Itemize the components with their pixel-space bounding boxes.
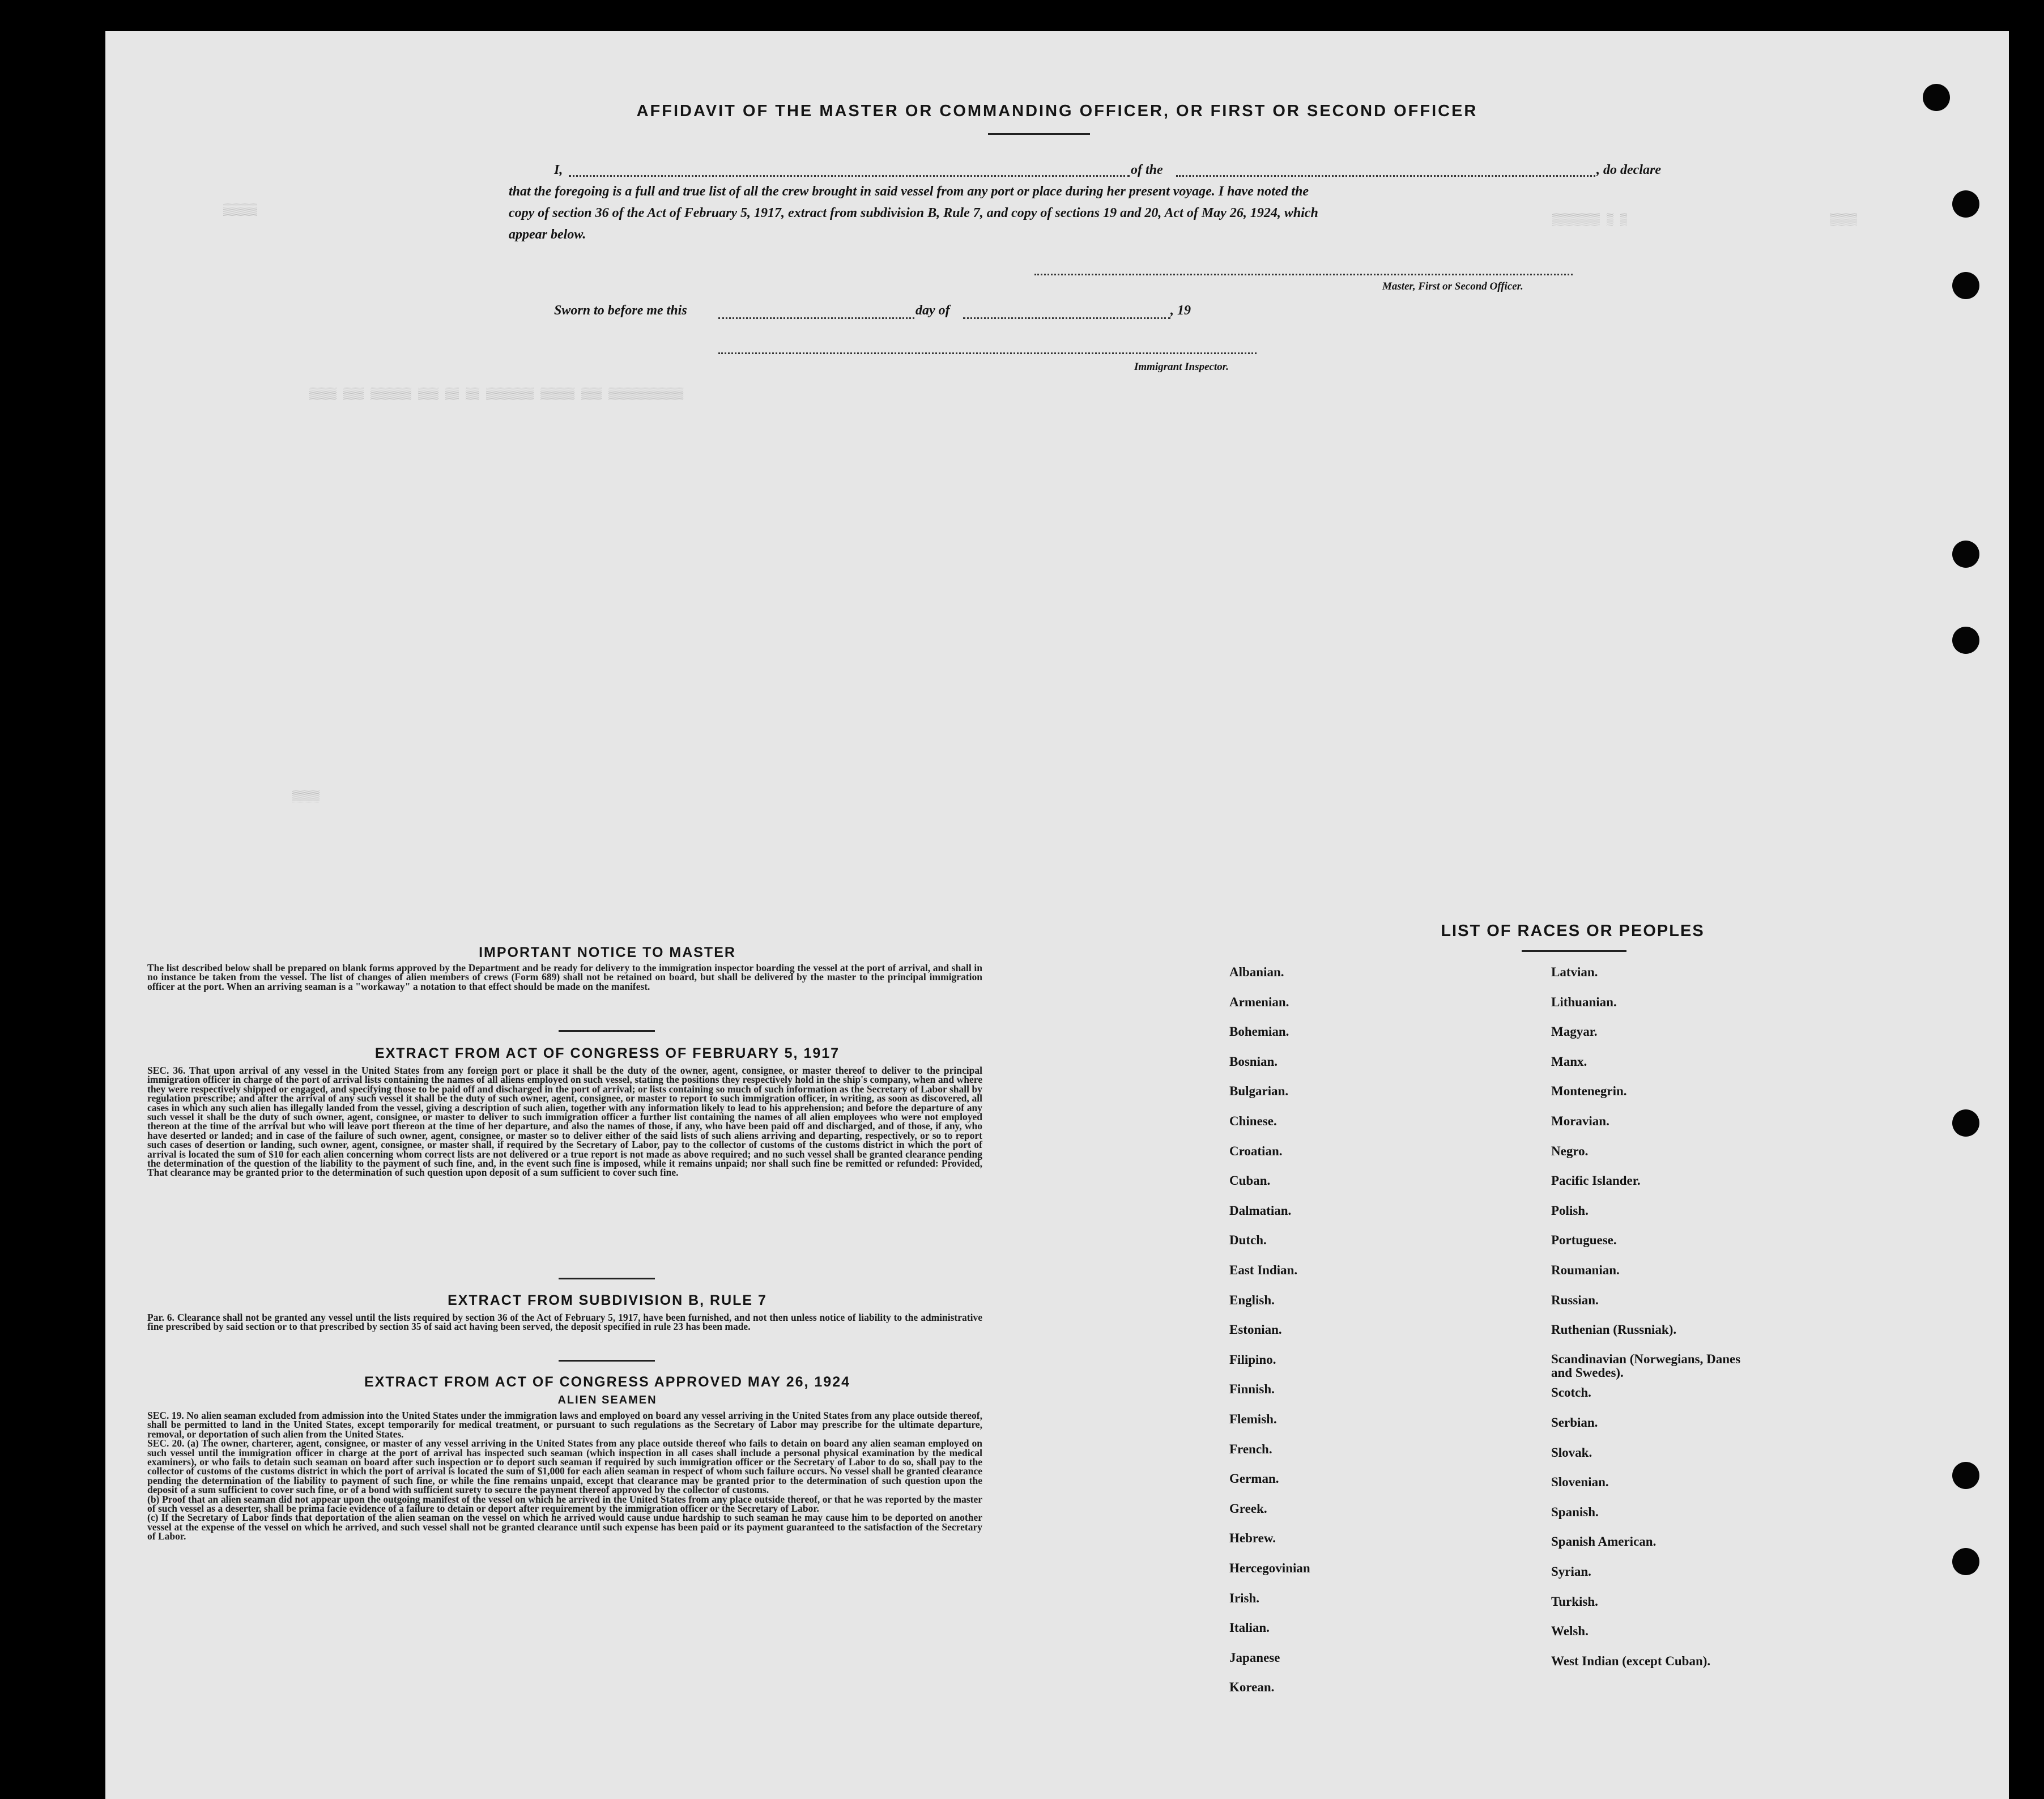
race-item: Ruthenian (Russniak).	[1551, 1322, 1677, 1337]
race-item: Japanese	[1229, 1650, 1280, 1665]
bleed-through-text: ▒▒▒▒ ▒▒▒ ▒▒▒▒▒▒ ▒▒▒ ▒▒ ▒▒ ▒▒▒▒▒▒▒ ▒▒▒▒▒ ▒▒▒ ▒▒▒▒▒▒▒▒▒▒▒	[309, 388, 684, 401]
race-item: Latvian.	[1551, 965, 1598, 979]
bleed-through-text: ▒▒▒▒	[292, 790, 320, 803]
affidavit-text-line-2: that the foregoing is a full and true list of all the crew brought in said vessel from any port or place during her present voyage. I have noted the	[509, 184, 1309, 199]
extract-1924-heading: EXTRACT FROM ACT OF CONGRESS APPROVED MAY 26, 1924	[364, 1374, 851, 1390]
race-item: Chinese.	[1229, 1114, 1277, 1128]
race-item: Manx.	[1551, 1054, 1587, 1069]
notice-heading: IMPORTANT NOTICE TO MASTER	[479, 945, 736, 960]
race-item: Finnish.	[1229, 1382, 1275, 1397]
race-item: Dutch.	[1229, 1233, 1267, 1248]
race-item: Welsh.	[1551, 1624, 1589, 1639]
race-item: Russian.	[1551, 1292, 1599, 1307]
section-divider	[559, 1360, 655, 1362]
race-item: Magyar.	[1551, 1024, 1598, 1039]
race-item: Irish.	[1229, 1590, 1260, 1605]
race-item: Serbian.	[1551, 1415, 1598, 1430]
race-item: Armenian.	[1229, 994, 1289, 1009]
race-item: Negro.	[1551, 1143, 1589, 1158]
extract-1917-heading: EXTRACT FROM ACT OF CONGRESS OF FEBRUARY 5, 1917	[374, 1045, 840, 1061]
extract-rule7-heading: EXTRACT FROM SUBDIVISION B, RULE 7	[448, 1292, 767, 1308]
affidavit-text-line-4: appear below.	[509, 227, 586, 242]
punch-hole	[1952, 272, 1979, 299]
race-item: Filipino.	[1229, 1352, 1276, 1367]
race-item: Turkish.	[1551, 1594, 1598, 1609]
race-item: Flemish.	[1229, 1412, 1277, 1426]
notice-text: The list described below shall be prepared on blank forms approved by the Department and be ready for delivery to the immigration inspector boarding the vessel at the port of arrival, and shall in no instance be taken from the vessel. The list of changes of alien members of crews (Form 689) shall not be retained on board, but shall be delivered by the master to the principal immigration officer at the port. When an arriving seaman is a "workaway" a notation to that effect should be made on the manifest.	[147, 962, 982, 992]
race-item: Korean.	[1229, 1680, 1275, 1695]
race-item: East Indian.	[1229, 1263, 1298, 1277]
punch-hole	[1952, 190, 1979, 218]
race-item: Croatian.	[1229, 1143, 1283, 1158]
race-item: Polish.	[1551, 1203, 1589, 1218]
affiant-name-field[interactable]	[569, 175, 1130, 177]
race-item: Syrian.	[1551, 1564, 1591, 1579]
race-item: Lithuanian.	[1551, 994, 1617, 1009]
page-title: AFFIDAVIT OF THE MASTER OR COMMANDING OFFICER, OR FIRST OR SECOND OFFICER	[636, 102, 1478, 120]
affidavit-of-label: of the	[1131, 163, 1163, 177]
punch-hole	[1952, 1109, 1979, 1137]
extract-rule7-text: Par. 6. Clearance shall not be granted any vessel until the lists required by section 36 of the Act of February 5, 1917, have been furnished, and not then unless notice of liability to the administrative fine prescribed by said section or to that prescribed by section 35 of said act having been served, the deposit specified in rule 23 has been made.	[147, 1312, 982, 1333]
race-item: Slovenian.	[1551, 1475, 1609, 1490]
bleed-through-text: ▒▒▒▒▒▒▒ ▒ ▒	[1552, 214, 1628, 227]
title-underline	[988, 133, 1090, 135]
bleed-through-text: ▒▒▒▒	[1830, 214, 1858, 227]
race-item: Spanish.	[1551, 1504, 1599, 1519]
punch-hole	[1952, 541, 1979, 568]
section-divider	[559, 1030, 655, 1032]
race-item: Roumanian.	[1551, 1263, 1620, 1277]
extract-1917-text: SEC. 36. That upon arrival of any vessel in the United States from any foreign port or place it shall be the duty of the owner, agent, consignee, or master thereof to deliver to the principal immigration officer in charge of the port of arrival lists containing the names of all aliens employed on such vessel, stating the positions they respectively hold in the ship's company, when and where they were respectively shipped or engaged, and specifying those to be paid off and discharged in the port of arrival; or lists containing so much of such information as the Secretary of Labor shall by regulation prescribe; and after the arrival of any such vessel it shall be the duty of such owner, agent, consignee, or master to report to such immigration officer, in writing, as soon as discovered, all cases in which any such alien has illegally landed from the vessel, giving a description of such alien, together with any information likely to lead to his apprehension; and before the departure of any such vessel it shall be the duty of such owner, agent, consignee, or master to deliver to such immigration officer a further list containing the names of all alien employees who were not employed thereon at the time of the arrival but who will leave port thereon at the time of her departure, and also the names of those, if any, who have been paid off and discharged, and of those, if any, who have deserted or landed; and in case of the failure of such owner, agent, consignee, or master so to deliver either of the said lists of such aliens arriving and departing, respectively, or so to report such cases of desertion or landing, such owner, agent, consignee, or master shall, if required by the Secretary of Labor, pay to the collector of customs of the customs district in which the port of arrival is located the sum of $10 for each alien concerning whom correct lists are not delivered or a true report is not made as above required; and no such vessel shall be granted clearance pending the determination of the question of the liability to the payment of such fine, and, in the event such fine is imposed, while it remains unpaid; nor shall such fine be remitted or refunded: Provided, That clearance may be granted prior to the determination of such question upon deposit of a sum sufficient to cover such fine.	[147, 1065, 982, 1179]
punch-hole	[1952, 1548, 1979, 1575]
section-20a-text: SEC. 20. (a) The owner, charterer, agent, consignee, or master of any vessel arriving in the United States from any place outside thereof who fails to detain on board any alien seaman employed on such vessel until the immigration officer in charge at the port of arrival has inspected such seaman (which inspection in all cases shall include a personal physical examination by the medical examiners), or who fails to detain such seaman on board after such inspection or to deport such seaman if required by such immigration officer or the Secretary of Labor to do so, shall pay to the collector of customs of the customs district in which the port of arrival is located the sum of $1,000 for each alien seaman in respect of whom such failure occurs. No vessel shall be granted clearance pending the determination of the liability to payment of such fine, or while the fine remains unpaid, except that clearance may be granted prior to the determination of such question upon the deposit of a sum sufficient to cover such fine, or of a bond with sufficient surety to secure the payment thereof approved by the collector of customs.	[147, 1438, 982, 1496]
section-19-text: SEC. 19. No alien seaman excluded from admission into the United States under the immigration laws and employed on board any vessel arriving in the United States from any place outside thereof, shall be permitted to land in the United States, except temporarily for medical treatment, or pursuant to such regulations as the Secretary of Labor may prescribe for the ultimate departure, removal, or deportation of such alien from the United States.	[147, 1410, 982, 1440]
race-item: Pacific Islander.	[1551, 1173, 1641, 1188]
vessel-name-field[interactable]	[1176, 175, 1595, 177]
race-item: French.	[1229, 1441, 1272, 1456]
section-20c-text: (c) If the Secretary of Labor finds that deportation of the alien seaman on the vessel on which he arrived would cause undue hardship to such seaman he may cause him to be deported on another vessel at the expense of the vessel on which he arrived, and such vessel shall not be granted clearance until such expense has been paid or its payment guaranteed to the satisfaction of the Secretary of Labor.	[147, 1512, 982, 1542]
section-divider	[559, 1278, 655, 1279]
race-item: Scandinavian (Norwegians, Danes and Swedes).	[1551, 1351, 1741, 1380]
races-heading-underline	[1522, 950, 1626, 952]
race-item: Scotch.	[1551, 1385, 1591, 1400]
affidavit-text-line-3: copy of section 36 of the Act of February 5, 1917, extract from subdivision B, Rule 7, and copy of sections 19 and 20, Act of May 26, 1924, which	[509, 206, 1318, 220]
punch-hole	[1952, 1462, 1979, 1489]
race-item: Greek.	[1229, 1501, 1267, 1516]
sworn-day-field[interactable]	[718, 317, 914, 319]
punch-hole	[1923, 84, 1950, 111]
race-item: Montenegrin.	[1551, 1084, 1627, 1099]
race-item: Cuban.	[1229, 1173, 1271, 1188]
race-item: Hercegovinian	[1229, 1561, 1310, 1575]
sworn-day-label: day of	[915, 303, 950, 318]
document-page	[105, 31, 2009, 1799]
inspector-signature-field[interactable]	[718, 352, 1257, 354]
races-heading: LIST OF RACES OR PEOPLES	[1441, 922, 1705, 940]
affidavit-i-label: I,	[554, 163, 563, 177]
race-item: Estonian.	[1229, 1322, 1282, 1337]
sworn-prefix-label: Sworn to before me this	[554, 303, 687, 318]
race-item: Spanish American.	[1551, 1534, 1657, 1549]
race-item: Bohemian.	[1229, 1024, 1289, 1039]
race-item: English.	[1229, 1292, 1275, 1307]
affidavit-declare-label: , do declare	[1596, 163, 1661, 177]
inspector-signature-caption: Immigrant Inspector.	[1134, 361, 1229, 373]
race-item: Hebrew.	[1229, 1531, 1276, 1546]
race-item: Portuguese.	[1551, 1233, 1617, 1248]
race-item: Albanian.	[1229, 965, 1284, 979]
sworn-year-label: , 19	[1170, 303, 1191, 318]
race-item: German.	[1229, 1471, 1279, 1486]
master-signature-caption: Master, First or Second Officer.	[1382, 280, 1523, 292]
race-item: West Indian (except Cuban).	[1551, 1653, 1711, 1668]
master-signature-field[interactable]	[1034, 274, 1573, 275]
bleed-through-text: ▒▒▒▒▒	[223, 204, 258, 217]
race-item: Moravian.	[1551, 1114, 1609, 1128]
punch-hole	[1952, 627, 1979, 654]
race-item: Bosnian.	[1229, 1054, 1278, 1069]
alien-seamen-subheading: ALIEN SEAMEN	[557, 1394, 657, 1406]
extract-1924-body	[147, 1411, 982, 1541]
race-item: Dalmatian.	[1229, 1203, 1292, 1218]
section-20b-text: (b) Proof that an alien seaman did not appear upon the outgoing manifest of the vessel on which he arrived in the United States from any place outside thereof, or that he was reported by the master of such vessel as a deserter, shall be prima facie evidence of a failure to detain or deport after requirement by the immigration officer or the Secretary of Labor.	[147, 1493, 982, 1515]
sworn-month-field[interactable]	[963, 317, 1170, 319]
race-item: Italian.	[1229, 1621, 1270, 1635]
race-item: Bulgarian.	[1229, 1084, 1289, 1099]
race-item: Slovak.	[1551, 1445, 1592, 1460]
